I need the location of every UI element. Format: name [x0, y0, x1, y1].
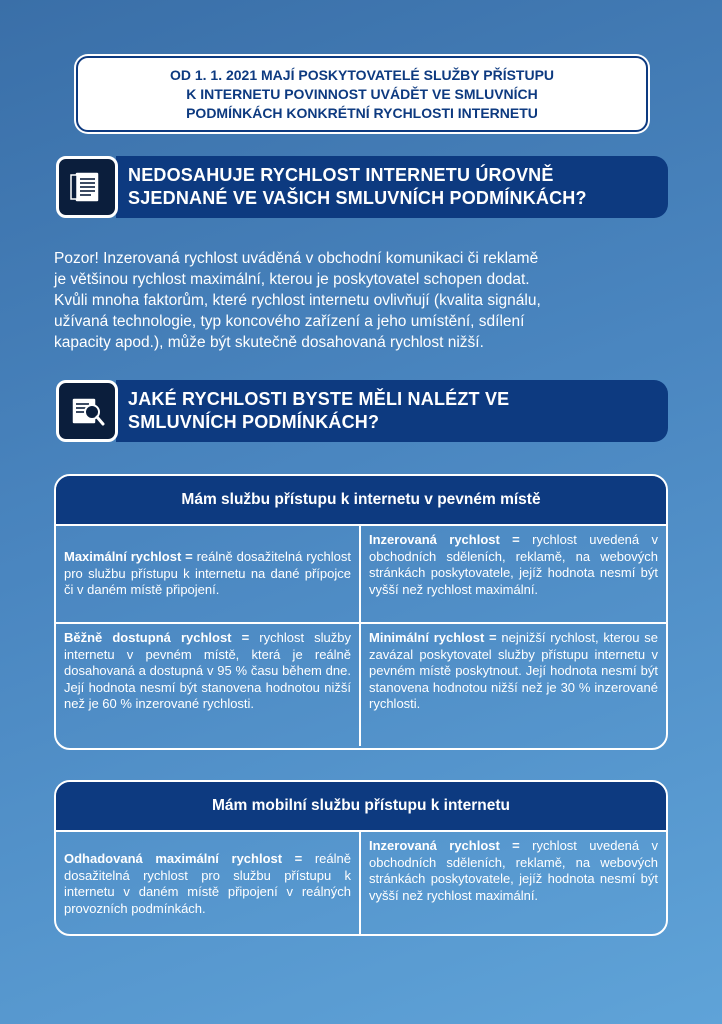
advertised-speed-cell [361, 526, 666, 624]
max-speed-term: Maximální rychlost = [64, 549, 193, 565]
estimated-max-speed-cell [56, 832, 361, 936]
heading-line: SJEDNANÉ VE VAŠICH SMLUVNÍCH PODMÍNKÁCH? [128, 188, 587, 208]
advertised-speed-term: Inzerovaná rychlost = [369, 532, 520, 547]
section-heading-1 [56, 156, 668, 218]
top-banner [76, 56, 648, 132]
mobile-advertised-speed-term: Inzerovaná rychlost = [369, 838, 520, 853]
normal-speed-cell [56, 624, 361, 746]
mobile-internet-card [54, 780, 668, 936]
section-heading-1-text [128, 164, 587, 210]
heading-line: SMLUVNÍCH PODMÍNKÁCH? [128, 412, 380, 432]
estimated-max-speed-term: Odhadovaná maximální rychlost = [64, 851, 303, 866]
section-heading-2 [56, 380, 668, 442]
magnifier-document-icon [56, 380, 118, 442]
fixed-internet-card [54, 474, 668, 750]
heading-line: JAKÉ RYCHLOSTI BYSTE MĚLI NALÉZT VE [128, 389, 510, 409]
advertised-speed-definition: rychlost uvedená v obchodních sděleních, reklamě, na webových stránkách poskytovatele, jejíž hodnota nesmí být vyšší než rychlost maximální. [369, 532, 658, 597]
mobile-advertised-speed-definition: rychlost uvedená v obchodních sděleních, reklamě, na webových stránkách poskytovatele, jejíž hodnota nesmí být vyšší než rychlost maximální. [369, 838, 658, 903]
section-heading-2-text [128, 388, 509, 434]
normal-speed-term: Běžně dostupná rychlost = [64, 630, 250, 645]
normal-speed-definition: rychlost služby internetu v pevném místě, která je reálně dosahovaná a dostupná v 95 % času během dne. Její hodnota nesmí být stanovena hodnotou nižší než je 60 % inzerované rychlosti. [64, 630, 351, 711]
banner-line-3: PODMÍNKÁCH KONKRÉTNÍ RYCHLOSTI INTERNETU [186, 104, 538, 121]
fixed-card-title: Mám službu přístupu k internetu v pevném místě [56, 476, 666, 526]
minimum-speed-cell [361, 624, 666, 746]
intro-line: je většinou rychlost maximální, kterou je poskytovatel schopen dodat. [54, 271, 530, 288]
minimum-speed-definition: nejnižší rychlost, kterou se zavázal poskytovatel služby přístupu internetu v pevném místě poskytnout. Její hodnota nesmí být stanovena hodnotou nižší než je 30 % inzerované rychlosti. [369, 630, 658, 711]
intro-line: Pozor! Inzerovaná rychlost uváděná v obchodní komunikaci či reklamě [54, 250, 539, 267]
intro-line: užívaná technologie, typ koncového zařízení a jeho umístění, sdílení [54, 313, 525, 330]
mobile-card-title: Mám mobilní službu přístupu k internetu [56, 782, 666, 832]
max-speed-cell [56, 526, 361, 624]
estimated-max-speed-definition: reálně dosažitelná rychlost pro službu přístupu k internetu v daném místě připojení v reálných provozních podmínkách. [64, 851, 351, 916]
intro-line: Kvůli mnoha faktorům, které rychlost internetu ovlivňují (kvalita signálu, [54, 292, 541, 309]
intro-line: kapacity apod.), může být skutečně dosahovaná rychlost nižší. [54, 334, 484, 351]
document-icon [56, 156, 118, 218]
banner-line-1: OD 1. 1. 2021 MAJÍ POSKYTOVATELÉ SLUŽBY PŘÍSTUPU [169, 66, 555, 83]
banner-line-2: K INTERNETU POVINNOST UVÁDĚT VE SMLUVNÍCH [186, 85, 538, 102]
minimum-speed-term: Minimální rychlost = [369, 630, 497, 645]
mobile-advertised-speed-cell [361, 832, 666, 936]
heading-line: NEDOSAHUJE RYCHLOST INTERNETU ÚROVNĚ [128, 165, 554, 185]
max-speed-definition: reálně dosažitelná rychlost pro službu přístupu k internetu na dané přípojce či v daném místě připojení. [64, 549, 351, 598]
intro-paragraph [54, 248, 670, 353]
